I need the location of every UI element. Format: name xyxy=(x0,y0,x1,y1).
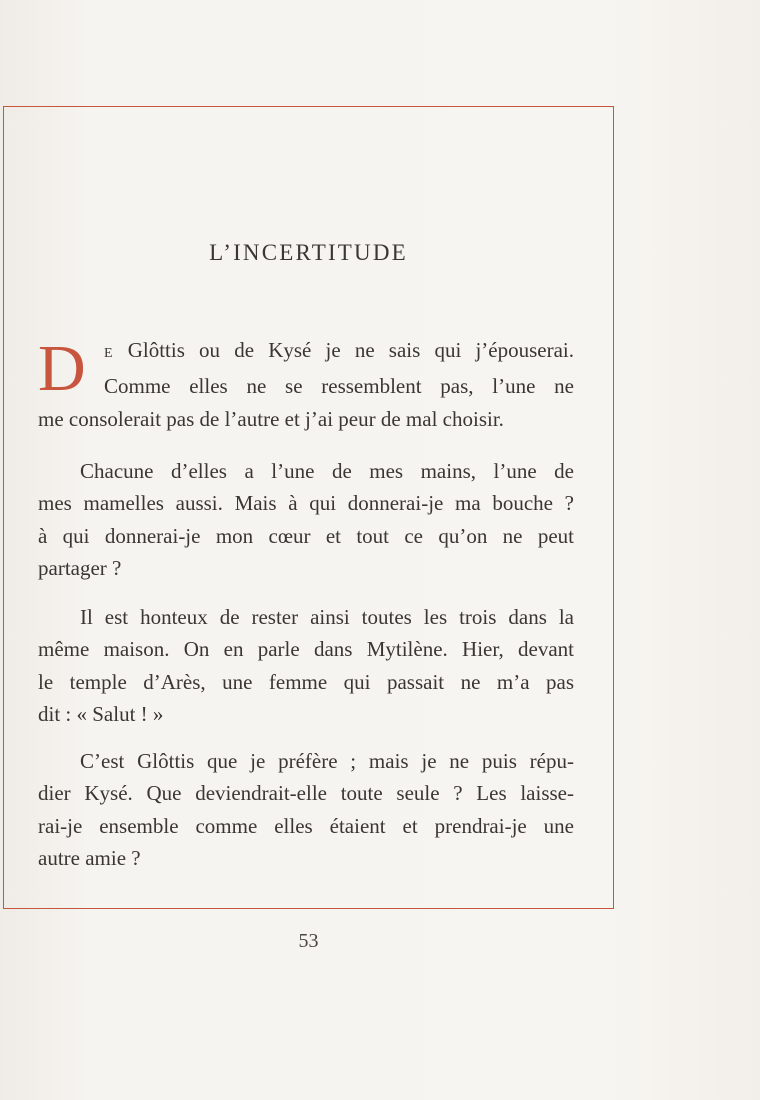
paragraph-2-line-1: Chacune d’elles a l’une de mes mains, l’une de xyxy=(80,459,574,483)
paragraph-1 xyxy=(38,334,574,435)
paragraph-2 xyxy=(38,455,574,584)
paragraph-4-line-1: C’est Glôttis que je préfère ; mais je ne puis répu- xyxy=(80,749,574,773)
paragraph-4 xyxy=(38,745,574,874)
paragraph-1-line-1-text: Glôttis ou de Kysé je ne sais qui j’épouserai. xyxy=(113,338,574,362)
paragraph-4-line-4: autre amie ? xyxy=(38,845,141,870)
paragraph-4-line-2: dier Kysé. Que deviendrait-elle toute seule ? Les laisse- xyxy=(38,781,574,806)
paragraph-3-line-3: le temple d’Arès, une femme qui passait ne m’a pas xyxy=(38,669,574,694)
paragraph-2-line-2: mes mamelles aussi. Mais à qui donnerai-je ma bouche ? xyxy=(38,491,574,516)
paragraph-4-line-3: rai-je ensemble comme elles étaient et prendrai-je une xyxy=(38,813,574,838)
paragraph-2-line-4: partager ? xyxy=(38,555,122,580)
paragraph-3-line-1: Il est honteux de rester ainsi toutes les trois dans la xyxy=(80,605,574,629)
drop-cap: D xyxy=(38,332,86,405)
small-cap-letter: E xyxy=(104,346,114,361)
paragraph-1-line-3: me consolerait pas de l’autre et j’ai peur de mal choisir. xyxy=(38,406,504,431)
paragraph-3-line-4: dit : « Salut ! » xyxy=(38,701,164,726)
page-title: L’INCERTITUDE xyxy=(209,240,408,265)
page-number: 53 xyxy=(298,930,319,952)
paragraph-1-line-1 xyxy=(38,334,574,370)
paragraph-1-line-2: Comme elles ne se ressemblent pas, l’une ne xyxy=(104,374,574,399)
paragraph-3 xyxy=(38,601,574,730)
paragraph-3-line-2: même maison. On en parle dans Mytilène. Hier, devant xyxy=(38,637,574,662)
paragraph-2-line-3: à qui donnerai-je mon cœur et tout ce qu’on ne peut xyxy=(38,523,574,548)
